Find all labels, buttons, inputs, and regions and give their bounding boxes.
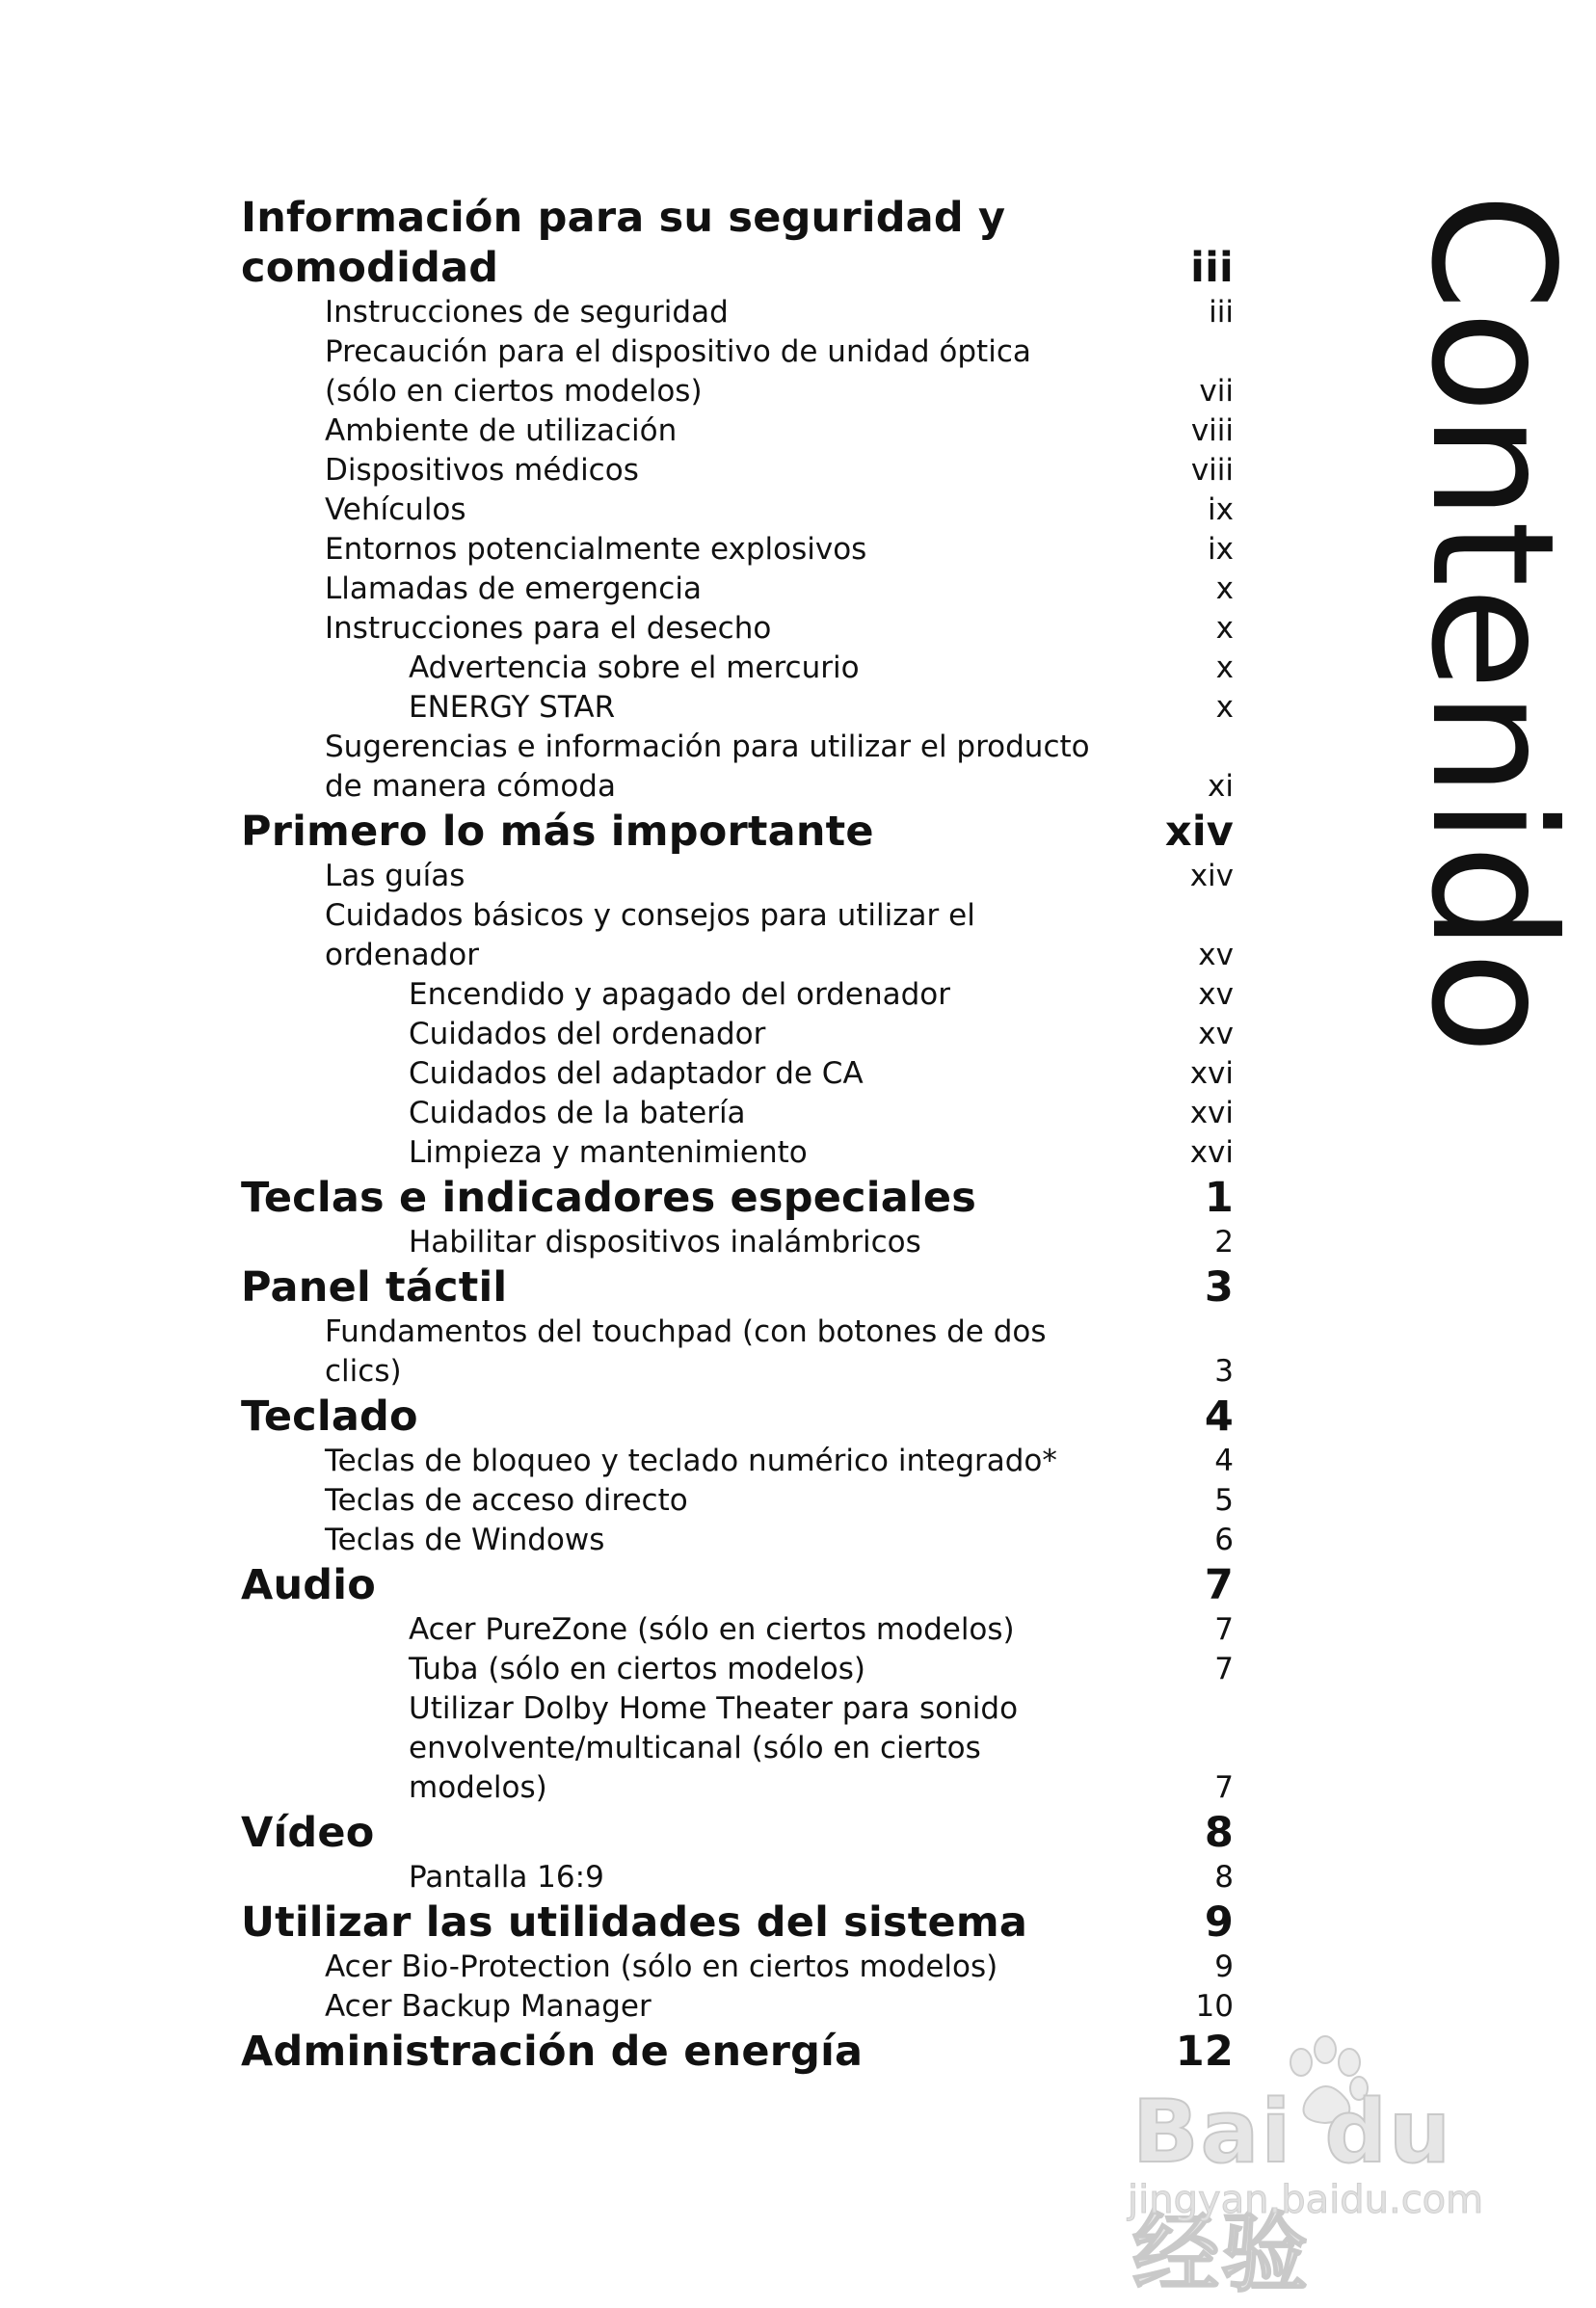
toc-entry-level-2[interactable] — [241, 1313, 1234, 1392]
toc-entry-page-number: 6 — [1214, 1523, 1234, 1557]
toc-entry-title: Primero lo más importante — [241, 808, 874, 856]
toc-entry-page-number: x — [1215, 611, 1234, 646]
toc-entry-title: Acer Backup Manager — [325, 1989, 652, 2024]
toc-entry-level-3[interactable] — [241, 1015, 1234, 1054]
toc-entry-title: Limpieza y mantenimiento — [409, 1135, 808, 1170]
toc-entry-page-number: xvi — [1189, 1135, 1234, 1170]
toc-entry-level-2[interactable] — [241, 293, 1234, 332]
toc-entry-title: Pantalla 16:9 — [409, 1860, 604, 1895]
toc-entry-level-3[interactable] — [241, 649, 1234, 688]
toc-entry-level-2[interactable] — [241, 530, 1234, 570]
toc-entry-title: Fundamentos del touchpad (con botones de dos clics) — [325, 1314, 1047, 1389]
toc-entry-title: ENERGY STAR — [409, 690, 616, 725]
toc-entry-title: Llamadas de emergencia — [325, 571, 702, 606]
watermark — [1118, 2033, 1503, 2304]
toc-entry-level-2[interactable] — [241, 411, 1234, 451]
toc-entry-page-number: 5 — [1214, 1483, 1234, 1518]
toc-entry-level-2[interactable] — [241, 728, 1234, 807]
toc-entry-title: Vídeo — [241, 1809, 375, 1857]
toc-entry-level-2[interactable] — [241, 332, 1234, 411]
toc-entry-level-2[interactable] — [241, 857, 1234, 896]
toc-entry-page-number: 3 — [1214, 1354, 1234, 1389]
toc-entry-title: Teclas de bloqueo y teclado numérico integrado* — [325, 1444, 1057, 1478]
toc-entry-title: Sugerencias e información para utilizar el producto — [325, 730, 1090, 764]
toc-entry-title: Entornos potencialmente explosivos — [325, 532, 867, 567]
toc-entry-level-2[interactable] — [241, 1481, 1234, 1521]
toc-entry-page-number: 7 — [1204, 1561, 1234, 1609]
toc-entry-page-number: 4 — [1204, 1393, 1234, 1441]
toc-entry-level-3[interactable] — [241, 1054, 1234, 1094]
toc-entry-title: Instrucciones de seguridad — [325, 295, 729, 330]
toc-entry-title: Cuidados de la batería — [409, 1096, 746, 1130]
toc-entry-title: Administración de energía — [241, 2028, 864, 2076]
toc-entry-title: Cuidados del adaptador de CA — [409, 1056, 864, 1091]
toc-entry-title: envolvente/multicanal (sólo en ciertos modelos) — [409, 1731, 981, 1805]
toc-entry-title: Acer Bio-Protection (sólo en ciertos modelos) — [325, 1950, 998, 1984]
toc-entry-level-1[interactable] — [241, 807, 1234, 857]
toc-entry-page-number: ix — [1208, 532, 1234, 567]
toc-entry-page-number: 1 — [1204, 1174, 1234, 1222]
toc-entry-title: Audio — [241, 1561, 376, 1609]
toc-entry-page-number: 9 — [1204, 1898, 1234, 1947]
toc-entry-level-2[interactable] — [241, 570, 1234, 609]
toc-entry-page-number: ix — [1208, 492, 1234, 527]
toc-entry-title: (sólo en ciertos modelos) — [325, 374, 703, 409]
toc-entry-title: Información para su seguridad y — [241, 194, 1006, 242]
toc-entry-title: Habilitar dispositivos inalámbricos — [409, 1225, 921, 1260]
toc-entry-level-1[interactable] — [241, 1262, 1234, 1313]
toc-entry-page-number: viii — [1190, 413, 1234, 448]
toc-entry-title: Acer PureZone (sólo en ciertos modelos) — [409, 1612, 1015, 1647]
toc-entry-level-1[interactable] — [241, 1392, 1234, 1442]
toc-entry-page-number: 12 — [1175, 2028, 1234, 2076]
toc-entry-page-number: xiv — [1189, 859, 1234, 893]
toc-entry-page-number: viii — [1190, 453, 1234, 488]
toc-entry-level-2[interactable] — [241, 609, 1234, 649]
toc-entry-title: Advertencia sobre el mercurio — [409, 650, 860, 685]
toc-entry-level-1[interactable] — [241, 1897, 1234, 1948]
toc-entry-page-number: 7 — [1214, 1770, 1234, 1805]
toc-entry-page-number: xiv — [1164, 808, 1234, 856]
toc-entry-page-number: 8 — [1204, 1809, 1234, 1857]
toc-entry-page-number: 7 — [1214, 1612, 1234, 1647]
toc-entry-page-number: x — [1215, 571, 1234, 606]
toc-entry-level-3[interactable] — [241, 1858, 1234, 1897]
toc-entry-page-number: 4 — [1214, 1444, 1234, 1478]
toc-entry-page-number: 7 — [1214, 1652, 1234, 1686]
watermark-logo: Bai du 经验 — [1132, 2082, 1453, 2304]
toc-entry-page-number: 3 — [1204, 1263, 1234, 1312]
toc-entry-title: Encendido y apagado del ordenador — [409, 977, 950, 1012]
toc-entry-level-2[interactable] — [241, 1442, 1234, 1481]
toc-entry-title: Vehículos — [325, 492, 466, 527]
toc-entry-title: Teclas de acceso directo — [325, 1483, 688, 1518]
table-of-contents — [241, 193, 1234, 2077]
toc-entry-page-number: x — [1215, 650, 1234, 685]
toc-entry-title: Dispositivos médicos — [325, 453, 639, 488]
toc-entry-level-2[interactable] — [241, 451, 1234, 491]
toc-entry-page-number: 8 — [1214, 1860, 1234, 1895]
toc-entry-level-2[interactable] — [241, 896, 1234, 975]
toc-entry-level-2[interactable] — [241, 1948, 1234, 1987]
toc-entry-level-1[interactable] — [241, 1173, 1234, 1223]
toc-entry-title: Teclado — [241, 1393, 418, 1441]
toc-entry-level-2[interactable] — [241, 491, 1234, 530]
toc-entry-level-1[interactable] — [241, 193, 1234, 293]
toc-entry-page-number: xv — [1198, 977, 1234, 1012]
toc-entry-level-2[interactable] — [241, 1521, 1234, 1560]
toc-entry-page-number: iii — [1190, 244, 1234, 292]
toc-entry-level-2[interactable] — [241, 1987, 1234, 2027]
toc-entry-level-1[interactable] — [241, 1808, 1234, 1858]
toc-entry-title: Panel táctil — [241, 1263, 508, 1312]
watermark-url: jingyan.baidu.com — [1128, 2178, 1484, 2222]
toc-entry-level-3[interactable] — [241, 1610, 1234, 1650]
toc-entry-title: Ambiente de utilización — [325, 413, 678, 448]
toc-entry-page-number: xvi — [1189, 1056, 1234, 1091]
toc-entry-level-3[interactable] — [241, 1689, 1234, 1808]
toc-entry-title: Las guías — [325, 859, 466, 893]
toc-entry-level-3[interactable] — [241, 1094, 1234, 1133]
toc-entry-title: de manera cómoda — [325, 769, 616, 804]
toc-entry-title: Precaución para el dispositivo de unidad óptica — [325, 334, 1031, 369]
toc-entry-page-number: x — [1215, 690, 1234, 725]
toc-entry-page-number: iii — [1209, 295, 1234, 330]
toc-entry-title: Utilizar Dolby Home Theater para sonido — [409, 1691, 1019, 1726]
toc-entry-page-number: 10 — [1195, 1989, 1234, 2024]
toc-entry-title: Utilizar las utilidades del sistema — [241, 1898, 1028, 1947]
toc-entry-level-3[interactable] — [241, 1650, 1234, 1689]
toc-entry-title: Cuidados del ordenador — [409, 1017, 766, 1051]
toc-entry-level-3[interactable] — [241, 975, 1234, 1015]
toc-entry-level-1[interactable] — [241, 2027, 1234, 2077]
toc-entry-level-3[interactable] — [241, 1223, 1234, 1262]
toc-entry-title: Teclas e indicadores especiales — [241, 1174, 977, 1222]
toc-entry-page-number: xi — [1208, 769, 1234, 804]
toc-entry-title: Tuba (sólo en ciertos modelos) — [409, 1652, 865, 1686]
toc-entry-page-number: xvi — [1189, 1096, 1234, 1130]
toc-entry-page-number: 2 — [1214, 1225, 1234, 1260]
side-title: Contenido — [1394, 193, 1589, 1055]
toc-entry-page-number: 9 — [1214, 1950, 1234, 1984]
toc-entry-page-number: xv — [1198, 938, 1234, 972]
toc-entry-level-3[interactable] — [241, 688, 1234, 728]
toc-entry-page-number: vii — [1199, 374, 1234, 409]
toc-entry-page-number: xv — [1198, 1017, 1234, 1051]
toc-entry-title: Cuidados básicos y consejos para utilizar el ordenador — [325, 898, 975, 972]
toc-entry-title: Instrucciones para el desecho — [325, 611, 772, 646]
toc-entry-level-3[interactable] — [241, 1133, 1234, 1173]
toc-entry-title: comodidad — [241, 244, 499, 292]
toc-entry-title: Teclas de Windows — [325, 1523, 605, 1557]
toc-entry-level-1[interactable] — [241, 1560, 1234, 1610]
